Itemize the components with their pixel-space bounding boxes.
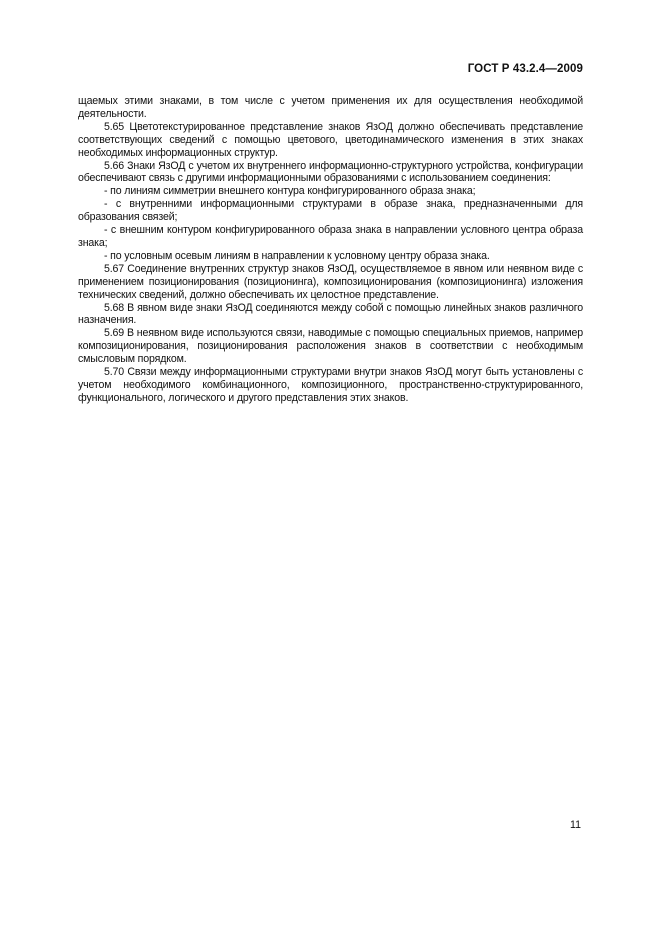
clause-5-67: 5.67 Соединение внутренних структур знаков ЯзОД, осуществляемое в явном или неявном виде с применением позиционирования (позиционинга), композиционирования (композиционинга) изложения технических сведений, должно обеспечивать их целостное представление. bbox=[78, 262, 583, 301]
body-text bbox=[78, 95, 583, 405]
clause-5-70: 5.70 Связи между информационными структурами внутри знаков ЯзОД могут быть установлены с учетом необходимого комбинационного, композиционного, пространственно-структурированного, функционального, логического и другого представления этих знаков. bbox=[78, 366, 583, 404]
clause-5-68: 5.68 В явном виде знаки ЯзОД соединяются между собой с помощью линейных знаков различного назначения. bbox=[78, 301, 583, 327]
list-item: - по линиям симметрии внешнего контура конфигурированного образа знака; bbox=[104, 185, 476, 198]
clause-5-65: 5.65 Цветотекстурированное представление знаков ЯзОД должно обеспечивать представление соответствующих сведений с помощью цветового, цветодинамического изменения в этих знаках необходимых информационных структур. bbox=[78, 120, 583, 159]
list-item: - с внешним контуром конфигурированного образа знака в направлении условного центра образа знака; bbox=[78, 224, 583, 249]
list-item: - с внутренними информационными структурами в образе знака, предназначенными для образования связей; bbox=[78, 198, 583, 224]
clause-5-66: 5.66 Знаки ЯзОД с учетом их внутреннего информационно-структурного устройства, конфигурации обеспечивают связь с другими информационными образованиями с использованием соединения: bbox=[78, 159, 583, 185]
paragraph-continuation: щаемых этими знаками, в том числе с учетом применения их для осуществления необходимой деятельности. bbox=[78, 95, 583, 120]
list-item: - по условным осевым линиям в направлении к условному центру образа знака. bbox=[104, 249, 490, 262]
standard-id: ГОСТ Р 43.2.4—2009 bbox=[467, 63, 583, 75]
clause-5-69: 5.69 В неявном виде используются связи, наводимые с помощью специальных приемов, например композиционирования, позиционирования расположения знаков в соответствии с необходимым смысловым порядком. bbox=[78, 327, 583, 366]
page-number: 11 bbox=[570, 819, 581, 831]
